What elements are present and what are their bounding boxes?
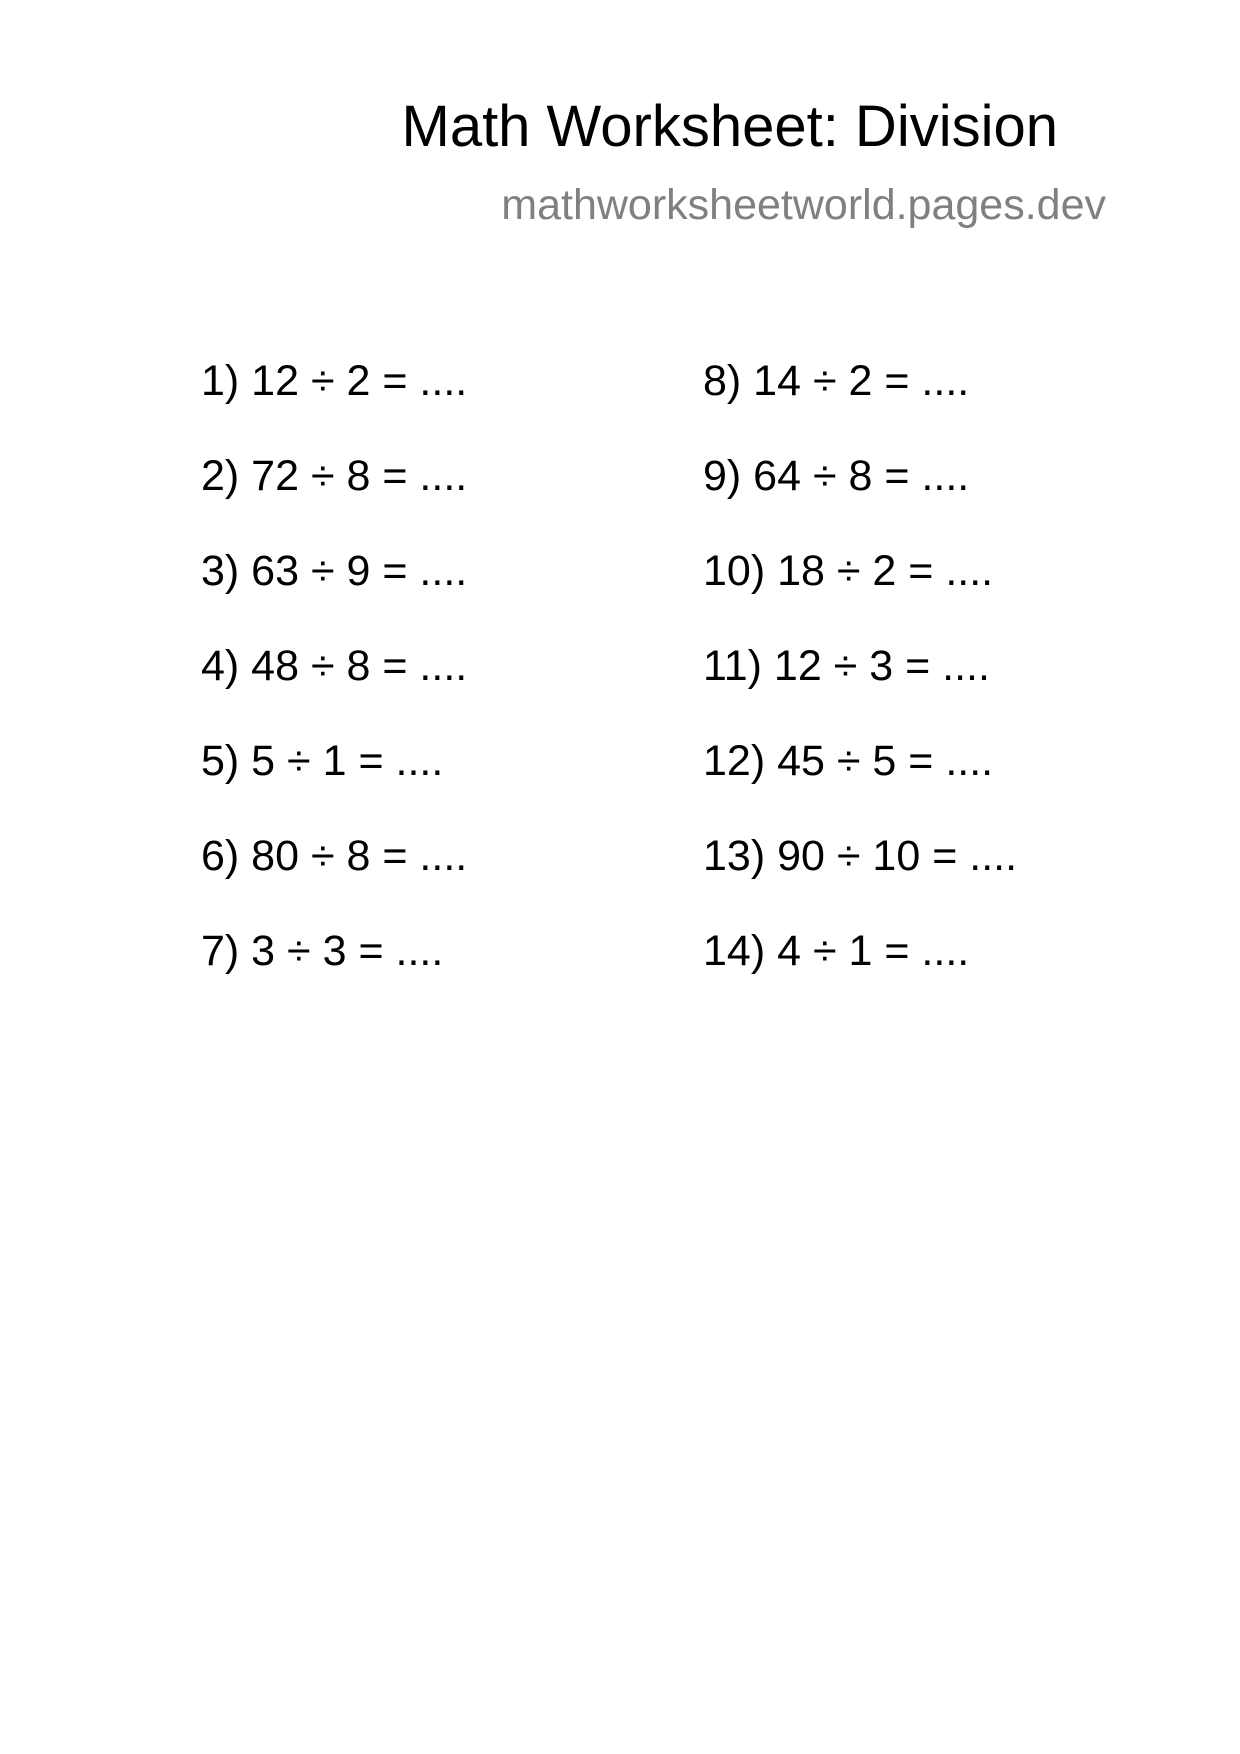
problem-5: 5) 5 ÷ 1 = .... [201,737,444,785]
problem-3: 3) 63 ÷ 9 = .... [201,547,468,595]
problem-2: 2) 72 ÷ 8 = .... [201,452,468,500]
problem-6: 6) 80 ÷ 8 = .... [201,832,468,880]
problem-9: 9) 64 ÷ 8 = .... [703,452,970,500]
problem-column-left [201,357,468,1025]
problem-8: 8) 14 ÷ 2 = .... [703,357,970,405]
problem-4: 4) 48 ÷ 8 = .... [201,642,468,690]
worksheet-title: Math Worksheet: Division [401,94,1058,159]
problem-1: 1) 12 ÷ 2 = .... [201,357,468,405]
problem-10: 10) 18 ÷ 2 = .... [703,547,994,595]
problem-11: 11) 12 ÷ 3 = .... [703,642,990,690]
problem-column-right [703,357,1018,1025]
problem-14: 14) 4 ÷ 1 = .... [703,927,970,975]
worksheet-source-url: mathworksheetworld.pages.dev [501,181,1106,229]
problem-13: 13) 90 ÷ 10 = .... [703,832,1018,880]
problem-7: 7) 3 ÷ 3 = .... [201,927,444,975]
problem-12: 12) 45 ÷ 5 = .... [703,737,994,785]
